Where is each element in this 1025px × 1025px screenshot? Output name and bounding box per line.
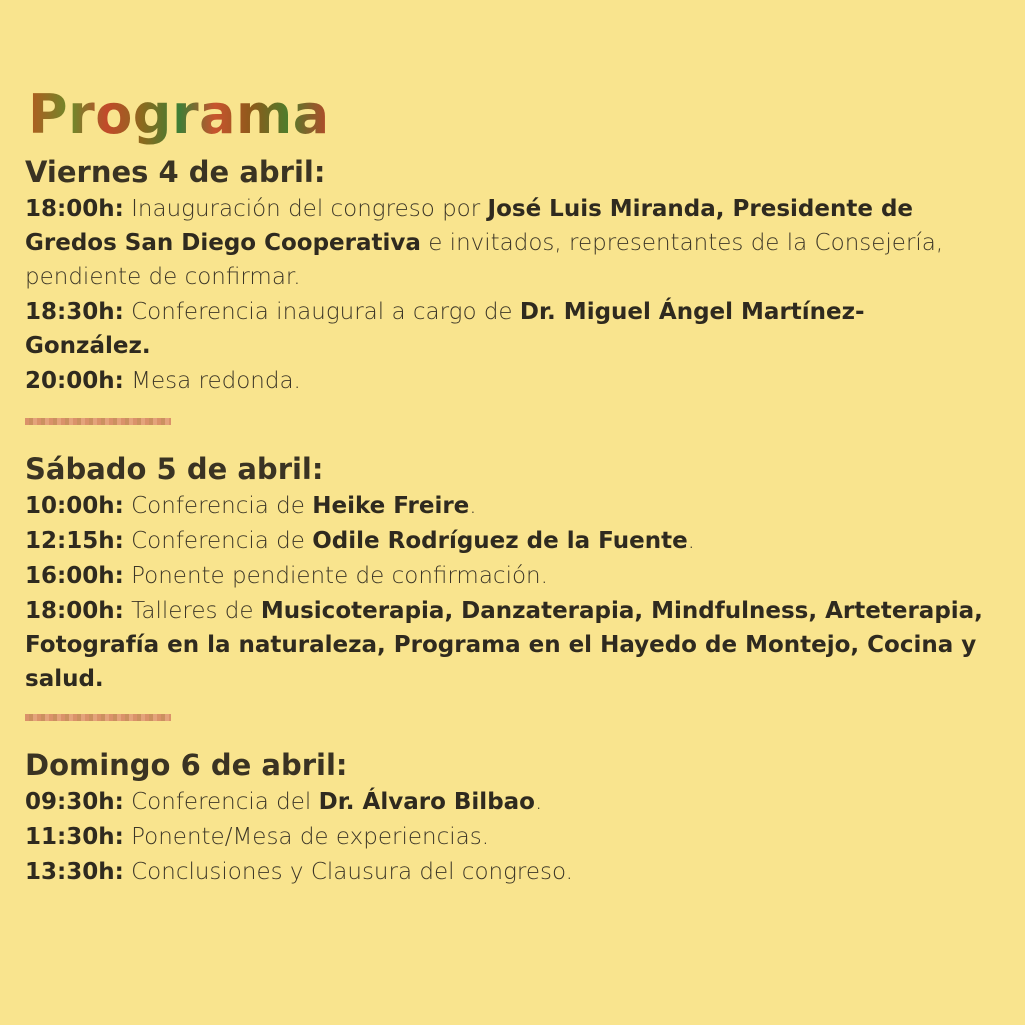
schedule-item xyxy=(25,594,985,696)
item-bold-text: Odile Rodríguez de la Fuente xyxy=(312,528,688,554)
time-label: 18:00h: xyxy=(25,196,124,222)
item-text: Conferencia inaugural a cargo de xyxy=(123,299,520,325)
schedule-item xyxy=(25,820,985,854)
item-bold-text: Musicoterapia, Danzaterapia, Mindfulness, Arteterapia, Fotografía en la naturaleza, Programa en el Hayedo de Montejo, Cocina y salud. xyxy=(25,598,983,692)
item-text: Conclusiones y Clausura del congreso. xyxy=(123,859,573,885)
time-label: 13:30h: xyxy=(25,859,124,885)
item-text: e invitados, representantes de la Consejería, pendiente de confirmar. xyxy=(25,230,944,290)
schedule-item xyxy=(25,559,985,593)
schedule-item xyxy=(25,524,985,558)
item-bold-text: Heike Freire xyxy=(312,493,470,519)
time-label: 11:30h: xyxy=(25,824,124,850)
schedule-item xyxy=(25,489,985,523)
schedule-item xyxy=(25,785,985,819)
day-heading: Domingo 6 de abril: xyxy=(25,748,348,782)
item-text: Mesa redonda. xyxy=(123,368,301,394)
schedule-item xyxy=(25,364,985,398)
schedule-item xyxy=(25,192,985,294)
item-text: Talleres de xyxy=(123,598,261,624)
item-text: . xyxy=(687,528,695,554)
item-bold-text: Dr. Álvaro Bilbao xyxy=(318,789,535,815)
time-label: 18:30h: xyxy=(25,299,124,325)
item-text: Ponente/Mesa de experiencias. xyxy=(123,824,490,850)
item-text: Ponente pendiente de confirmación. xyxy=(123,563,548,589)
schedule-item xyxy=(25,855,985,889)
section-divider xyxy=(25,418,171,425)
day-section-domingo xyxy=(25,745,985,889)
page-title: Programa xyxy=(28,83,330,146)
item-bold-text: Dr. Miguel Ángel Martínez-González. xyxy=(25,299,865,359)
day-heading: Sábado 5 de abril: xyxy=(25,452,324,486)
time-label: 12:15h: xyxy=(25,528,124,554)
time-label: 10:00h: xyxy=(25,493,124,519)
day-section-sabado xyxy=(25,449,985,696)
item-text: Conferencia de xyxy=(123,493,313,519)
schedule-item xyxy=(25,295,985,363)
item-text: . xyxy=(469,493,477,519)
item-text: . xyxy=(534,789,543,815)
time-label: 16:00h: xyxy=(25,563,124,589)
time-label: 20:00h: xyxy=(25,368,124,394)
time-label: 09:30h: xyxy=(25,789,124,815)
item-bold-text: José Luis Miranda, Presidente de Gredos San Diego Cooperativa xyxy=(25,196,914,256)
day-section-viernes xyxy=(25,152,985,398)
section-divider xyxy=(25,714,171,721)
item-text: Inauguración del congreso por xyxy=(123,196,488,222)
time-label: 18:00h: xyxy=(25,598,124,624)
item-text: Conferencia del xyxy=(123,789,319,815)
day-heading: Viernes 4 de abril: xyxy=(25,155,326,189)
item-text: Conferencia de xyxy=(123,528,313,554)
